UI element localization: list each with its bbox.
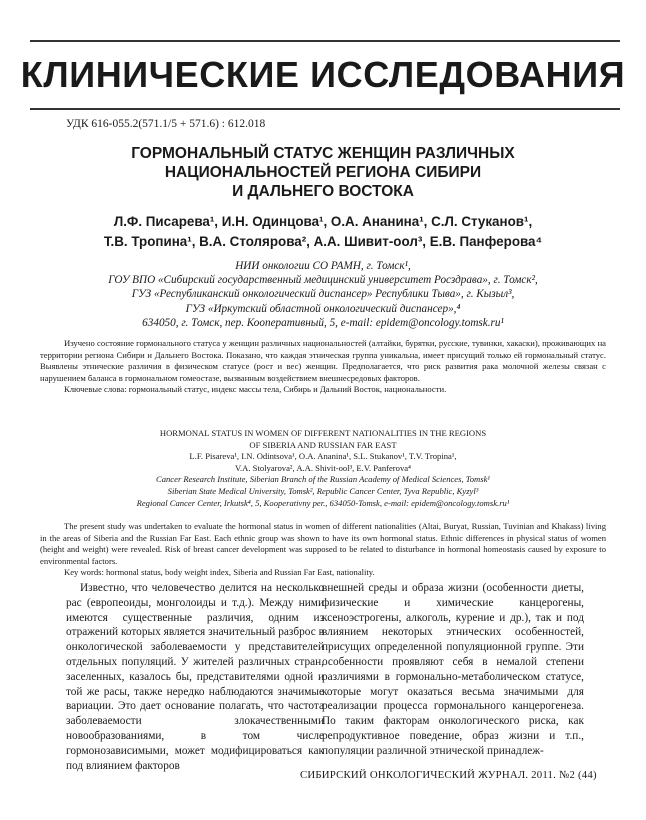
article-title-line: ГОРМОНАЛЬНЫЙ СТАТУС ЖЕНЩИН РАЗЛИЧНЫХ (131, 145, 515, 162)
affiliation-line: ГУЗ «Иркутский областной онкологический диспансер»,⁴ (185, 302, 461, 315)
english-header (30, 428, 616, 509)
authors-line: Л.Ф. Писарева¹, И.Н. Одинцова¹, О.А. Ананина¹, С.Л. Стуканов¹, (113, 214, 533, 229)
journal-footer: СИБИРСКИЙ ОНКОЛОГИЧЕСКИЙ ЖУРНАЛ. 2011. №2 (44) (300, 769, 597, 781)
title-en-line: OF SIBERIA AND RUSSIAN FAR EAST (249, 439, 397, 450)
affiliation-line: НИИ онкологии СО РАМН, г. Томск¹, (235, 260, 411, 272)
body-column-left (66, 581, 324, 773)
affiliation-line: ГОУ ВПО «Сибирский государственный медицинский университет Росздрава», г. Томск², (108, 274, 538, 287)
body-column-right (322, 581, 584, 759)
section-title: КЛИНИЧЕСКИЕ ИССЛЕДОВАНИЯ (20, 54, 626, 95)
affiliation-line: ГУЗ «Республиканский онкологический диспансер» Республики Тыва», г. Кызыл³, (131, 288, 515, 301)
keywords-ru: Ключевые слова: гормональный статус, индекс массы тела, Сибирь и Дальний Восток, национальности. (64, 384, 447, 395)
affiliation-line: 634050, г. Томск, пер. Кооперативный, 5, e-mail: epidem@oncology.tomsk.ru¹ (142, 316, 504, 329)
abstract-en (40, 521, 606, 579)
affiliation-en-line: Regional Cancer Center, Irkutsk⁴, 5, Kooperativny per., 634050-Tomsk, e-mail: epidem@oncology.tomsk.ru¹ (136, 497, 510, 508)
keywords-en: Key words: hormonal status, body weight index, Siberia and Russian Far East, nationality. (64, 567, 375, 578)
authors-line: Т.В. Тропина¹, В.А. Столярова², А.А. Шивит-оол³, Е.В. Панферова⁴ (103, 234, 543, 249)
article-title-line: И ДАЛЬНЕГО ВОСТОКА (232, 183, 414, 200)
abstract-ru (40, 338, 606, 396)
body-paragraph: Известно, что человечество делится на несколько рас (европеоиды, монголоиды и т.д.). Между ними имеются существенные различия, одним из отражений которых является значительный разброс в онкологической заболеваемости у представителей отдельных популяций. У жителей различных стран, заселенных, казалось бы, представителями одной и той же расы, также нередко наблюдаются значимые вариации. Это дает основание полагать, что частота заболеваемости злокачественными новообразованиями, в том числе гормонозависимыми, может модифицироваться как под влиянием факторов (66, 582, 324, 772)
abstract-ru-text: Изучено состояние гормонального статуса у женщин различных национальностей (алтайки, бурятки, русские, тувинки, хакаски), проживающих на территории региона Сибири и Дальнего Востока. Показано, что каждая этническая группа уникальна, имеет присущий только ей гормональный статус. Выявлены этнические различия в физическом статусе (рост и вес) женщин. Предполагается, что риск развития рака молочной железы связан с нарушением баланса в гормональном гомеостазе, вызванным воздействием внешнесредовых факторов. (40, 338, 606, 383)
affiliations-ru (30, 259, 616, 330)
title-en-line: HORMONAL STATUS IN WOMEN OF DIFFERENT NATIONALITIES IN THE REGIONS (159, 428, 487, 438)
affiliation-en-line: Cancer Research Institute, Siberian Branch of the Russian Academy of Medical Sciences, Tomsk¹ (155, 474, 490, 485)
affiliation-en-line: Siberian State Medical University, Tomsk², Republic Cancer Center, Tyva Republic, Kyzyl³ (167, 485, 479, 496)
article-title (60, 144, 586, 201)
article-title-line: НАЦИОНАЛЬНОСТЕЙ РЕГИОНА СИБИРИ (164, 164, 482, 181)
abstract-en-text: The present study was undertaken to evaluate the hormonal status in women of different nationalities (Altai, Buryat, Russian, Tuvinian and Khakass) living in the areas of Siberia and the Russian Far East. Each ethnic group was shown to have its own hormonal status. Ethnic differences in physical status of women (height and weight) were revealed. Risk of breast cancer development was supposed to be related to disturbance in hormonal homeostasis caused by exposure to environmental factors. (40, 521, 606, 566)
authors (40, 212, 606, 252)
udc-code: УДК 616-055.2(571.1/5 + 571.6) : 612.018 (66, 118, 266, 130)
body-paragraph: внешней среды и образа жизни (особенности диеты, физические и химические канцерогены, ксеноэстрогены, алкоголь, курение и др.), так и под влиянием некоторых этнических особенностей, присущих определенной популяционной группе. Эти особенности проявляют себя в немалой степени различиями в гормонально-метаболическом статусе, которые могут оказаться весьма значимыми для реализации процесса гормонального канцерогенеза. По таким факторам онкологического риска, как репродуктивное поведение, образ жизни и т.п., популяции различной этнической принадлеж- (322, 582, 584, 757)
section-rule (30, 108, 620, 110)
authors-en-line: V.A. Stolyarova², A.A. Shivit-ool³, E.V. Panferova⁴ (234, 462, 412, 473)
top-rule (30, 40, 620, 42)
authors-en-line: L.F. Pisareva¹, I.N. Odintsova¹, O.A. Ananina¹, S.L. Stukanov¹, T.V. Tropina¹, (189, 451, 457, 462)
